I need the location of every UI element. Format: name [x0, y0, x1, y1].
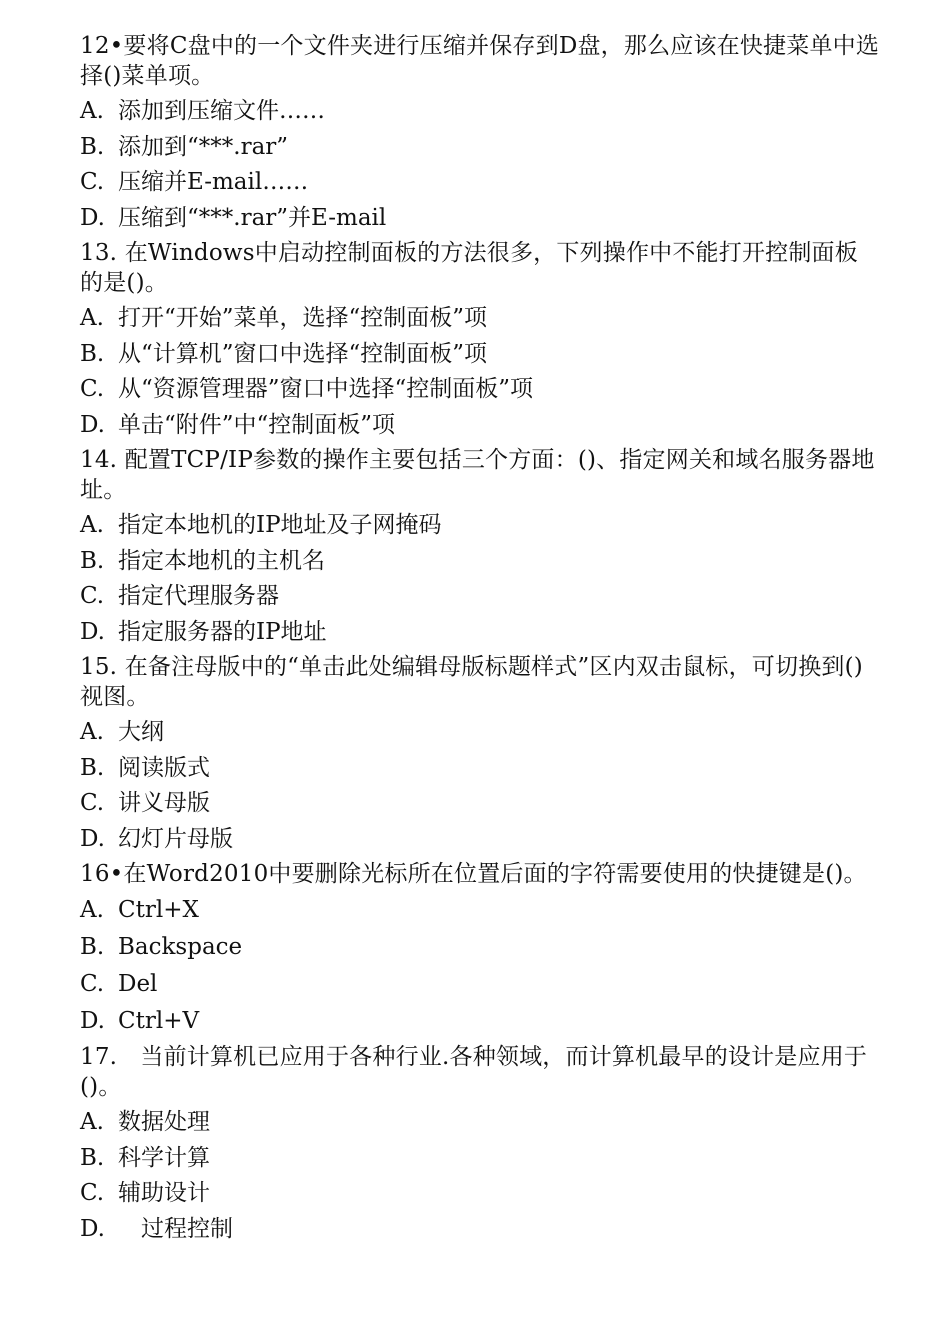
option-text: 压缩并E-mail…… [118, 169, 309, 195]
option-c [80, 581, 880, 612]
option-d [80, 1214, 880, 1245]
option-a [80, 96, 880, 127]
option-text: 过程控制 [118, 1215, 233, 1242]
option-letter: A. [80, 98, 104, 124]
option-letter: A. [80, 305, 104, 331]
option-letter: A. [80, 897, 104, 923]
option-letter: A. [80, 512, 104, 538]
option-letter: D. [80, 1008, 105, 1034]
option-letter: D. [80, 204, 105, 231]
question-text: 16•在Word2010中要删除光标所在位置后面的字符需要使用的快捷键是()。 [80, 861, 867, 887]
option-text: Ctrl+V [118, 1008, 200, 1034]
question-text: 12•要将C盘中的一个文件夹进行压缩并保存到D盘，那么应该在快捷菜单中选择()菜单项。 [80, 33, 880, 89]
document-page [80, 31, 880, 1249]
option-c [80, 788, 880, 819]
option-text: 添加到压缩文件…… [118, 98, 325, 124]
option-letter: C. [80, 583, 105, 609]
option-b [80, 132, 880, 163]
option-letter: C. [80, 376, 105, 402]
option-b [80, 931, 880, 963]
option-letter: B. [80, 340, 105, 367]
option-c [80, 374, 880, 405]
option-text: 指定本地机的IP地址及子网掩码 [118, 512, 442, 538]
option-d [80, 203, 880, 234]
option-letter: D. [80, 1215, 105, 1242]
option-a [80, 894, 880, 926]
question-text: 13. 在Windows中启动控制面板的方法很多，下列操作中不能打开控制面板的是()。 [80, 240, 858, 296]
option-a [80, 510, 880, 541]
option-text: 压缩到“***.rar”并E-mail [118, 204, 387, 231]
option-letter: B. [80, 934, 105, 960]
option-d [80, 1005, 880, 1037]
option-text: Del [118, 971, 158, 997]
question-15 [80, 652, 880, 855]
option-d [80, 617, 880, 648]
option-text: 讲义母版 [118, 790, 210, 816]
question-13 [80, 238, 880, 441]
option-text: 阅读版式 [118, 754, 210, 781]
option-letter: D. [80, 825, 105, 852]
option-c [80, 167, 880, 198]
option-text: 大纲 [118, 719, 164, 745]
option-b [80, 339, 880, 370]
option-text: 数据处理 [118, 1109, 210, 1135]
option-letter: D. [80, 618, 105, 645]
option-text: 添加到“***.rar” [118, 133, 289, 160]
option-b [80, 1143, 880, 1174]
option-text: Ctrl+X [118, 897, 199, 923]
question-text: 15. 在备注母版中的“单击此处编辑母版标题样式”区内双击鼠标，可切换到()视图。 [80, 654, 863, 710]
question-16 [80, 859, 880, 1037]
option-text: 指定本地机的主机名 [118, 547, 325, 574]
option-letter: C. [80, 169, 105, 195]
question-12 [80, 31, 880, 234]
option-c [80, 1178, 880, 1209]
option-text: 指定服务器的IP地址 [118, 618, 327, 645]
option-letter: A. [80, 1109, 104, 1135]
option-letter: B. [80, 133, 105, 160]
option-letter: C. [80, 971, 105, 997]
option-a [80, 1107, 880, 1138]
option-a [80, 303, 880, 334]
option-text: Backspace [118, 934, 243, 960]
option-letter: A. [80, 719, 104, 745]
option-letter: D. [80, 411, 105, 438]
option-letter: C. [80, 1180, 105, 1206]
option-letter: B. [80, 547, 105, 574]
option-text: 幻灯片母版 [118, 825, 233, 852]
option-letter: C. [80, 790, 105, 816]
option-text: 辅助设计 [118, 1180, 210, 1206]
option-c [80, 968, 880, 1000]
option-b [80, 546, 880, 577]
option-text: 打开“开始”菜单，选择“控制面板”项 [118, 305, 488, 331]
option-text: 指定代理服务器 [118, 583, 279, 609]
option-d [80, 824, 880, 855]
option-d [80, 410, 880, 441]
question-text: 17. 当前计算机已应用于各种行业.各种领域，而计算机最早的设计是应用于()。 [80, 1044, 868, 1100]
option-b [80, 753, 880, 784]
question-14 [80, 445, 880, 648]
option-text: 从“计算机”窗口中选择“控制面板”项 [118, 340, 488, 367]
option-letter: B. [80, 754, 105, 781]
option-a [80, 717, 880, 748]
option-letter: B. [80, 1144, 105, 1171]
option-text: 从“资源管理器”窗口中选择“控制面板”项 [118, 376, 534, 402]
option-text: 单击“附件”中“控制面板”项 [118, 411, 396, 438]
question-17 [80, 1042, 880, 1245]
option-text: 科学计算 [118, 1144, 210, 1171]
question-text: 14. 配置TCP/IP参数的操作主要包括三个方面：()、指定网关和域名服务器地址。 [80, 447, 875, 503]
